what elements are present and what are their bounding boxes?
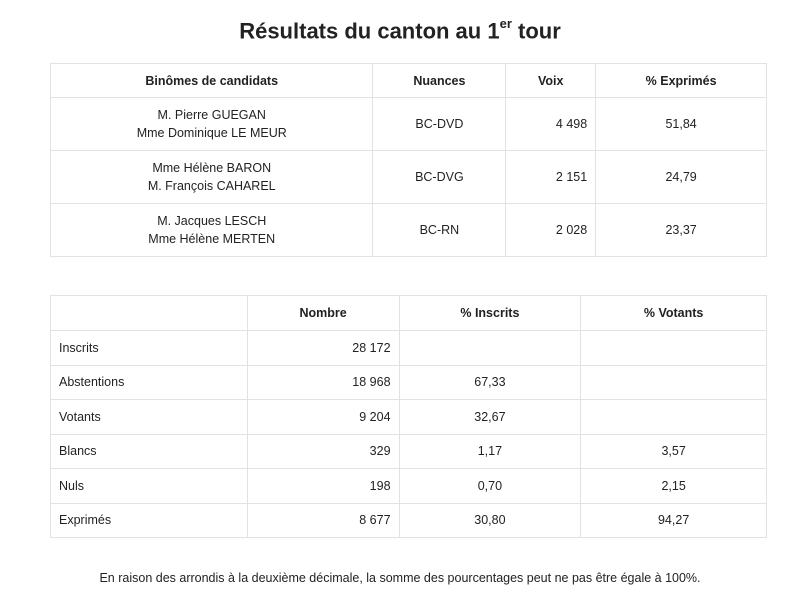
table-row	[51, 204, 767, 257]
stat-nombre: 28 172	[247, 331, 399, 366]
header-exprimes: % Exprimés	[596, 64, 767, 98]
header-nuances: Nuances	[373, 64, 506, 98]
header-binomes: Binômes de candidats	[51, 64, 373, 98]
stat-nombre: 8 677	[247, 503, 399, 538]
candidate-name: Mme Hélène MERTEN	[148, 232, 276, 246]
header-nombre: Nombre	[247, 296, 399, 331]
stat-label: Inscrits	[51, 331, 248, 366]
stat-nombre: 329	[247, 434, 399, 469]
header-pct-votants: % Votants	[581, 296, 767, 331]
candidate-name: M. Jacques LESCH	[157, 214, 267, 228]
stat-pct-inscrits	[399, 331, 581, 366]
footnote: En raison des arrondis à la deuxième décimale, la somme des pourcentages peut ne pas être égale à 100%.	[99, 570, 701, 585]
nuance-cell: BC-DVD	[373, 98, 506, 151]
stat-nombre: 198	[247, 469, 399, 504]
header-voix: Voix	[506, 64, 596, 98]
table-row	[51, 503, 767, 538]
stat-label: Exprimés	[51, 503, 248, 538]
stat-label: Abstentions	[51, 365, 248, 400]
page-title-suffix: tour	[511, 18, 561, 44]
voix-cell: 4 498	[506, 98, 596, 151]
stat-label: Blancs	[51, 434, 248, 469]
candidate-name: M. François CAHAREL	[147, 179, 276, 193]
candidate-pair	[51, 98, 373, 151]
page-title	[0, 12, 800, 45]
candidate-name: Mme Hélène BARON	[152, 161, 272, 175]
stat-pct-votants: 2,15	[581, 469, 767, 504]
stat-pct-inscrits: 67,33	[399, 365, 581, 400]
header-empty	[51, 296, 248, 331]
stat-pct-inscrits: 32,67	[399, 400, 581, 435]
table-row	[51, 151, 767, 204]
page-title-text: Résultats du canton au 1	[239, 18, 500, 44]
stat-label: Nuls	[51, 469, 248, 504]
stat-pct-inscrits: 0,70	[399, 469, 581, 504]
voix-cell: 2 028	[506, 204, 596, 257]
exprimes-cell: 24,79	[596, 151, 767, 204]
nuance-cell: BC-RN	[373, 204, 506, 257]
table-row	[51, 98, 767, 151]
stat-nombre: 18 968	[247, 365, 399, 400]
table-row	[51, 331, 767, 366]
stat-label: Votants	[51, 400, 248, 435]
candidates-table	[50, 63, 767, 257]
stats-table	[50, 295, 767, 538]
stat-pct-votants	[581, 331, 767, 366]
stat-pct-votants	[581, 400, 767, 435]
stat-pct-votants	[581, 365, 767, 400]
stat-pct-votants: 94,27	[581, 503, 767, 538]
stat-nombre: 9 204	[247, 400, 399, 435]
table-row	[51, 365, 767, 400]
stat-pct-inscrits: 30,80	[399, 503, 581, 538]
voix-cell: 2 151	[506, 151, 596, 204]
candidate-pair	[51, 204, 373, 257]
table-row	[51, 469, 767, 504]
exprimes-cell: 51,84	[596, 98, 767, 151]
table-row	[51, 400, 767, 435]
table-row	[51, 434, 767, 469]
header-pct-inscrits: % Inscrits	[399, 296, 581, 331]
candidate-pair	[51, 151, 373, 204]
candidate-name: Mme Dominique LE MEUR	[136, 126, 287, 140]
page-title-superscript: er	[499, 16, 512, 31]
exprimes-cell: 23,37	[596, 204, 767, 257]
candidate-name: M. Pierre GUEGAN	[157, 108, 266, 122]
stat-pct-inscrits: 1,17	[399, 434, 581, 469]
stat-pct-votants: 3,57	[581, 434, 767, 469]
nuance-cell: BC-DVG	[373, 151, 506, 204]
candidates-header-row	[51, 64, 767, 98]
stats-header-row	[51, 296, 767, 331]
